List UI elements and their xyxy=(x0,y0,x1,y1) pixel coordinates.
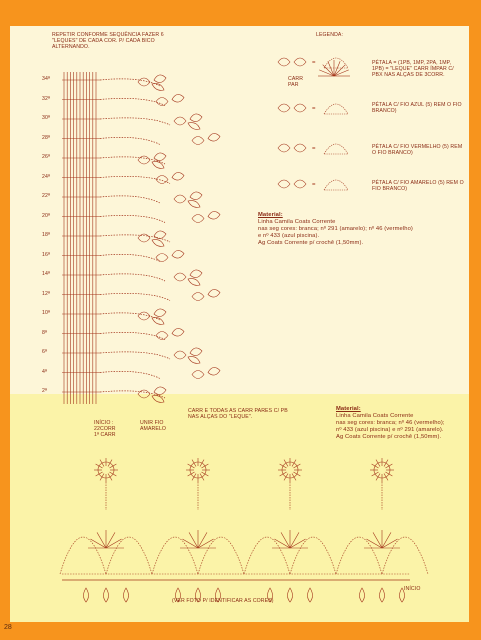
petal xyxy=(174,351,186,359)
legend-fan-ray xyxy=(334,65,345,76)
header-note: REPETIR CONFORME SEQUÊNCIA FAZER 6 "LEQUES" DE CADA COR. P/ CADA BICO ALTERNANDO. xyxy=(52,32,164,50)
petal xyxy=(208,367,220,375)
petal xyxy=(138,312,150,320)
medallion-ray xyxy=(201,464,208,468)
medallion-ray xyxy=(188,464,195,468)
petal xyxy=(192,215,204,223)
medallion-ray xyxy=(292,473,296,480)
chain-loop xyxy=(100,118,170,125)
material-1-line3: e nº 433 (azul piscina). xyxy=(258,233,320,239)
medallion-ray xyxy=(100,473,104,480)
medallion-ray xyxy=(96,472,103,476)
material-2-line3: nº 433 (azul piscina) e nº 291 (amarelo). xyxy=(336,427,444,433)
chain-loop xyxy=(100,293,170,300)
chain-loop xyxy=(100,254,160,261)
medallion-ray xyxy=(376,473,380,480)
legend-petal xyxy=(294,144,306,152)
legend-petal xyxy=(278,144,290,152)
petal xyxy=(192,293,204,301)
edging-petal xyxy=(360,588,365,602)
medallion-ray xyxy=(385,472,392,476)
legend-fan xyxy=(324,104,348,114)
legend-fan xyxy=(324,180,348,190)
petal xyxy=(192,371,204,379)
row-label: 20ª xyxy=(42,212,50,219)
medallion-ray xyxy=(284,473,288,480)
row-label: 28ª xyxy=(42,134,50,141)
petal xyxy=(154,309,166,317)
legend-petal xyxy=(278,58,290,66)
material-block-2 xyxy=(336,406,466,441)
material-1-line4: Ag Coats Corrente p/ crochê (1,50mm). xyxy=(258,240,364,246)
unir-fio-note: UNIR FIO AMARELO xyxy=(140,420,167,432)
chain-loop xyxy=(100,371,160,378)
edging-arch xyxy=(244,537,290,574)
page-number: 28 xyxy=(4,624,12,631)
legend-equals: = xyxy=(312,60,316,66)
row-label: 26ª xyxy=(42,154,50,160)
legend-petal xyxy=(278,104,290,112)
row-label: 34ª xyxy=(42,76,50,82)
row-label: 8ª xyxy=(42,329,48,336)
legend-petal xyxy=(294,180,306,188)
medallion-ray xyxy=(293,472,300,476)
row-label: 2ª xyxy=(42,388,48,394)
row-label: 30ª xyxy=(42,115,50,121)
chain-loop xyxy=(100,98,165,105)
petal xyxy=(188,357,200,364)
edging-petal xyxy=(308,588,313,602)
legend-item-azul: PÉTALA C/ FIO AZUL (5) REM O FIO BRANCO) xyxy=(372,102,462,114)
edging-petal xyxy=(84,588,89,602)
edging-arch xyxy=(60,537,106,574)
ver-foto-note: (VER FOTO P/ IDENTIFICAR AS CORES) xyxy=(172,598,274,604)
medallion-ray xyxy=(108,473,112,480)
petal xyxy=(172,172,184,180)
petal xyxy=(154,153,166,161)
row-label: 18ª xyxy=(42,232,50,238)
inicio-label-2: INÍCIO xyxy=(404,586,421,592)
medallion-ray xyxy=(280,464,287,468)
petal xyxy=(190,348,202,356)
legend-petal xyxy=(294,104,306,112)
legend-fan-ray xyxy=(323,65,334,76)
legend-fan xyxy=(324,58,348,68)
legend-fan xyxy=(324,144,348,154)
medallion-ray xyxy=(200,473,204,480)
legend-equals: = xyxy=(312,106,316,112)
medallion-ray xyxy=(192,473,196,480)
petal xyxy=(190,192,202,200)
medallion-ray xyxy=(100,460,104,467)
row-label: 16ª xyxy=(42,251,50,258)
petal xyxy=(152,318,164,325)
chain-loop xyxy=(100,79,160,86)
edging-arch xyxy=(382,537,428,574)
chain-loop xyxy=(100,274,165,281)
petal xyxy=(190,114,202,122)
edging-arch xyxy=(198,537,244,574)
medallion-ray xyxy=(200,460,204,467)
row-label: 4ª xyxy=(42,368,48,375)
row-label: 24ª xyxy=(42,173,50,180)
material-2-line1: Linha Camila Coats Corrente xyxy=(336,413,414,419)
row-label: 6ª xyxy=(42,349,48,355)
petal xyxy=(154,387,166,395)
edging-petal xyxy=(104,588,109,602)
petal xyxy=(156,254,168,262)
medallion-ray xyxy=(385,464,392,468)
edging-petal xyxy=(288,588,293,602)
petal xyxy=(208,289,220,297)
legend-item-amarelo: PÉTALA C/ FIO AMARELO (5) REM O FIO BRANCO) xyxy=(372,180,464,192)
edging-arch xyxy=(336,537,382,574)
legend-petal xyxy=(294,58,306,66)
material-1-title: Material: xyxy=(258,212,283,218)
chain-loop xyxy=(100,137,160,144)
medallion-ray xyxy=(280,472,287,476)
first-carr: 1ª CARR xyxy=(94,432,116,438)
edging-arch xyxy=(106,537,152,574)
legend-petal xyxy=(278,180,290,188)
row-label: 14ª xyxy=(42,271,50,277)
medallion-ray xyxy=(293,464,300,468)
edging-arch xyxy=(290,537,336,574)
petal xyxy=(172,250,184,258)
petal xyxy=(172,328,184,336)
medallion-ray xyxy=(96,464,103,468)
medallion-ray xyxy=(109,472,116,476)
row-label: 32ª xyxy=(42,95,50,102)
petal xyxy=(188,279,200,286)
petal xyxy=(190,270,202,278)
material-2-line2: nas seg cores: branca; nº 46 (vermelho); xyxy=(336,420,445,426)
chain-loop xyxy=(100,196,160,203)
petal xyxy=(192,137,204,145)
petal xyxy=(138,78,150,86)
chain-loop xyxy=(100,332,165,339)
material-2-line4: Ag Coats Corrente p/ crochê (1,50mm). xyxy=(336,434,442,440)
chain-loop xyxy=(100,157,165,164)
petal xyxy=(208,211,220,219)
medallion-ray xyxy=(292,460,296,467)
legend-equals: = xyxy=(312,182,316,188)
medallion-ray xyxy=(188,472,195,476)
petal xyxy=(154,231,166,239)
legend-petala: PÉTALA = (1PB, 1MP, 2PA, 1MP, 1PB) = "LEQUE" CARR ÍMPAR C/ PBX NAS ALÇAS DE 3CORR. xyxy=(372,60,454,78)
medallion-ray xyxy=(372,472,379,476)
legend-equals: = xyxy=(312,146,316,152)
row-label: 12ª xyxy=(42,290,50,297)
chain-loop xyxy=(100,176,170,183)
petal xyxy=(138,390,150,398)
legend-item-vermelho: PÉTALA C/ FIO VERMELHO (5) REM O FIO BRANCO) xyxy=(372,144,463,156)
material-1-line1: Linha Camila Coats Corrente xyxy=(258,219,336,225)
petal xyxy=(188,201,200,208)
medallion-ray xyxy=(372,464,379,468)
petal xyxy=(154,75,166,83)
edging-petal xyxy=(124,588,129,602)
medallion-ray xyxy=(384,473,388,480)
petal xyxy=(188,123,200,130)
row-label: 10ª xyxy=(42,310,50,316)
row-label: 22ª xyxy=(42,193,50,199)
inicio-22corr: INÍCIO : 22CORR xyxy=(94,420,116,432)
edging-arch xyxy=(152,537,198,574)
petal xyxy=(152,84,164,91)
material-block-1 xyxy=(258,212,428,247)
petal xyxy=(152,240,164,247)
medallion-ray xyxy=(192,460,196,467)
petal xyxy=(172,94,184,102)
medallion-ray xyxy=(108,460,112,467)
chain-loop xyxy=(100,391,165,398)
petal xyxy=(174,273,186,281)
medallion-ray xyxy=(384,460,388,467)
petal xyxy=(138,234,150,242)
chain-loop xyxy=(100,215,165,222)
material-2-title: Material: xyxy=(336,406,361,412)
carr-impar-note: CARR E TODAS AS CARR PARES C/ PB NAS ALÇAS DO "LEQUE". xyxy=(188,408,288,420)
petal xyxy=(174,117,186,125)
medallion-ray xyxy=(109,464,116,468)
medallion-ray xyxy=(376,460,380,467)
chain-loop xyxy=(100,352,170,359)
petal xyxy=(174,195,186,203)
edging-petal xyxy=(380,588,385,602)
legend-title: LEGENDA: xyxy=(316,32,344,38)
medallion-ray xyxy=(284,460,288,467)
material-1-line2: nas seg cores: branca; nº 291 (amarelo); nº 46 (vermelho) xyxy=(258,226,413,232)
chain-loop xyxy=(100,313,160,320)
inicio-note-1 xyxy=(94,420,134,438)
legend-carr-par: CARR PAR xyxy=(288,76,304,88)
petal xyxy=(208,133,220,141)
medallion-ray xyxy=(201,472,208,476)
petal xyxy=(138,156,150,164)
